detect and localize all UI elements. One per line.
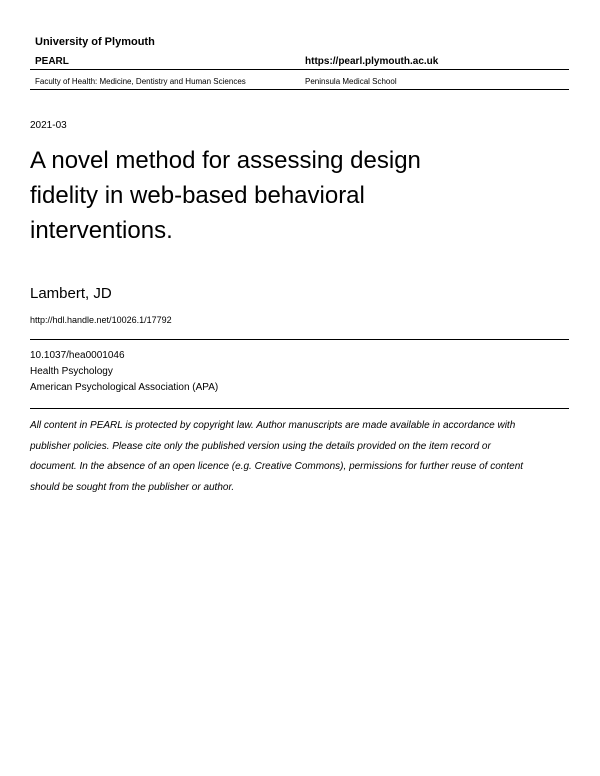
publisher-name: American Psychological Association (APA) xyxy=(30,382,219,393)
record-divider xyxy=(30,339,569,340)
citation-details xyxy=(30,348,218,396)
notice-line-4: should be sought from the publisher or author. xyxy=(30,481,235,493)
journal-name: Health Psychology xyxy=(30,366,113,377)
doi: 10.1037/hea0001046 xyxy=(30,350,125,361)
publication-date: 2021-03 xyxy=(30,120,67,131)
repository-name: PEARL xyxy=(35,56,69,67)
header-bottom-divider xyxy=(30,89,569,90)
notice-line-2: publisher policies. Please cite only the published version using the details provided on the item record or xyxy=(30,440,491,452)
university-name: University of Plymouth xyxy=(35,36,155,48)
repository-url[interactable]: https://pearl.plymouth.ac.uk xyxy=(305,56,439,67)
title-line-2: fidelity in web-based behavioral xyxy=(30,182,365,209)
title-line-3: interventions. xyxy=(30,217,173,244)
handle-link[interactable]: http://hdl.handle.net/10026.1/17792 xyxy=(30,315,172,325)
notice-line-3: document. In the absence of an open licence (e.g. Creative Commons), permissions for further reuse of content xyxy=(30,461,524,472)
author: Lambert, JD xyxy=(30,285,112,302)
notice-divider xyxy=(30,408,569,409)
faculty-name: Faculty of Health: Medicine, Dentistry and Human Sciences xyxy=(35,77,246,86)
header-divider xyxy=(30,69,569,70)
school-name: Peninsula Medical School xyxy=(305,77,397,86)
copyright-notice xyxy=(30,416,523,498)
document-title xyxy=(30,143,421,248)
notice-line-1: All content in PEARL is protected by copyright law. Author manuscripts are made available in accordance with xyxy=(30,420,516,431)
title-line-1: A novel method for assessing design xyxy=(30,147,421,174)
